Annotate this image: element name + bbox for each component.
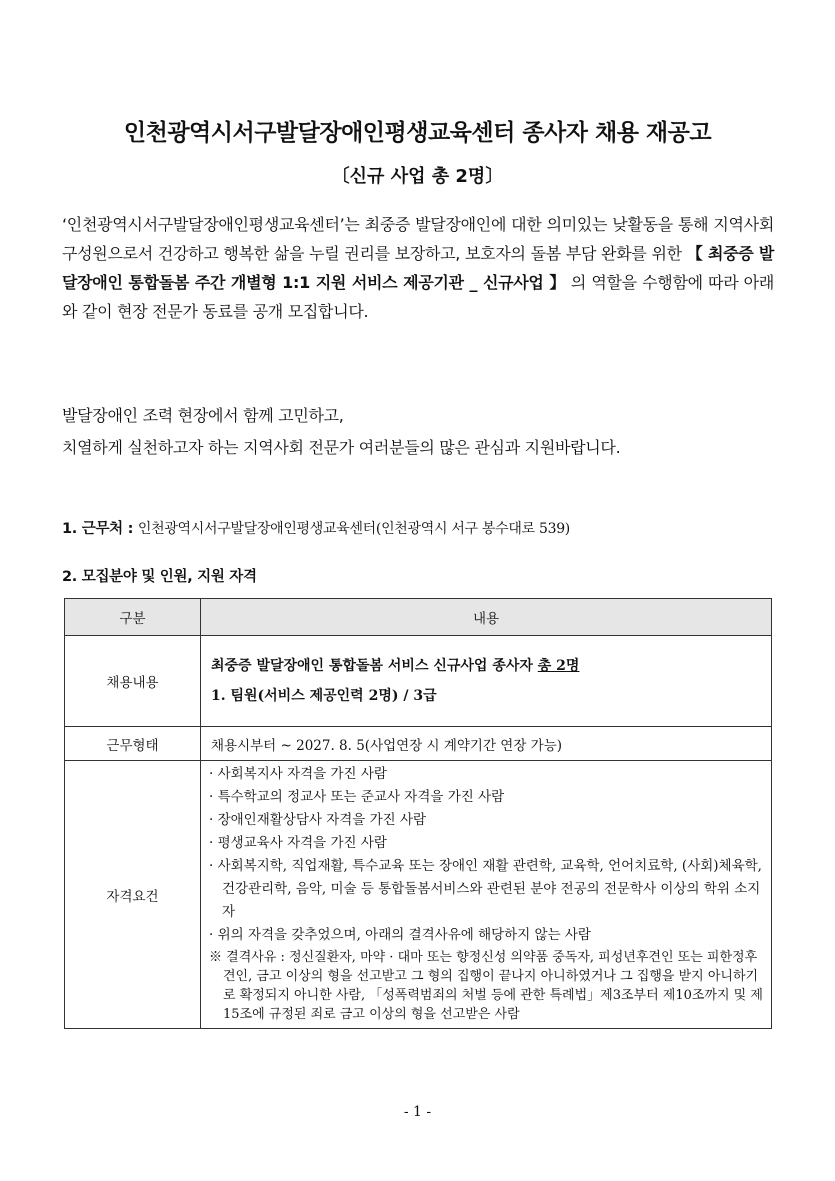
workplace-value: 인천광역시서구발달장애인평생교육센터(인천광역시 서구 봉수대로 539) [137,521,570,537]
row-label-hiring: 채용내용 [65,636,201,727]
table-row [65,761,772,1029]
intro-highlight: 【 최중증 발달장애인 통합돌봄 주간 개별형 1:1 지원 서비스 제공기관 _ 신규사업 】 [62,244,774,292]
intro-text-2: 의 역할을 수행함에 따라 아래와 같이 현장 전문가 동료를 공개 모집합니다. [62,273,774,321]
page-number: - 1 - [403,1104,432,1120]
disqualification-note: ※ 결격사유 : 정신질환자, 마약 · 대마 또는 향정신성 의약품 중독자, 피성년후견인 또는 피한정후견인, 금고 이상의 형을 선고받고 그 형의 집행이 끝나지 아니하였거나 그 집행을 받지 아니하기로 확정되지 아니한 사람, 「성폭력범죄의 처벌 등에 관한 특례법」제3조부터 제10조까지 및 제15조에 규정된 죄로 금고 이상의 형을 선고받은 사람 [209,950,763,1022]
recruitment-section-heading: 2. 모집분야 및 인원, 지원 자격 [62,569,257,585]
table-row [65,727,772,761]
closing-paragraph [62,400,774,464]
requirements-table [64,598,772,1029]
table-row [65,636,772,727]
page-subtitle: 〔신규 사업 총 2명〕 [331,166,504,187]
header-content: 내용 [201,599,772,636]
qualification-item: · 장애인재활상담사 자격을 가진 사람 [209,812,427,828]
hiring-total: 총 2명 [537,658,580,674]
intro-text-1: ‘인천광역시서구발달장애인평생교육센터’는 최중증 발달장애인에 대한 의미있는 낮활동을 통해 지역사회 구성원으로서 건강하고 행복한 삶을 누릴 권리를 보장하고, 보호자의 돌봄 부담 완화를 위한 [62,215,774,263]
row-label-qualifications: 자격요건 [65,761,201,1029]
qualification-item: · 평생교육사 자격을 가진 사람 [209,835,387,851]
closing-line-2: 치열하게 실천하고자 하는 지역사회 전문가 여러분들의 많은 관심과 지원바랍니다. [62,438,621,457]
qualification-item: · 사회복지사 자격을 가진 사람 [209,766,387,782]
hiring-line-2: 1. 팀원(서비스 제공인력 2명) / 3급 [211,688,437,704]
qualification-item: · 위의 자격을 갖추었으며, 아래의 결격사유에 해당하지 않는 사람 [209,927,591,943]
table-header-row [65,599,772,636]
qualifications-content [201,761,772,1029]
header-category: 구분 [65,599,201,636]
qualification-item: · 사회복지학, 직업재활, 특수교육 또는 장애인 재활 관련학, 교육학, 언어치료학, (사회)체육학, 건강관리학, 음악, 미술 등 통합돌봄서비스와 관련된 분야 전공의 전문학사 이상의 학위 소지자 [209,858,762,920]
qualification-item: · 특수학교의 정교사 또는 준교사 자격을 가진 사람 [209,789,505,805]
work-type-content: 채용시부터 ~ 2027. 8. 5(사업연장 시 계약기간 연장 가능) [201,727,772,761]
intro-paragraph [62,210,774,326]
hiring-line-1-text: 최중증 발달장애인 통합돌봄 서비스 신규사업 종사자 [211,658,538,674]
workplace-heading: 1. 근무처 : [62,521,138,537]
page-title: 인천광역시서구발달장애인평생교육센터 종사자 채용 재공고 [123,120,712,146]
hiring-line-1 [211,651,761,681]
workplace-section [62,517,570,538]
row-label-work-type: 근무형태 [65,727,201,761]
hiring-content [201,636,772,727]
closing-line-1: 발달장애인 조력 현장에서 함께 고민하고, [62,406,344,425]
